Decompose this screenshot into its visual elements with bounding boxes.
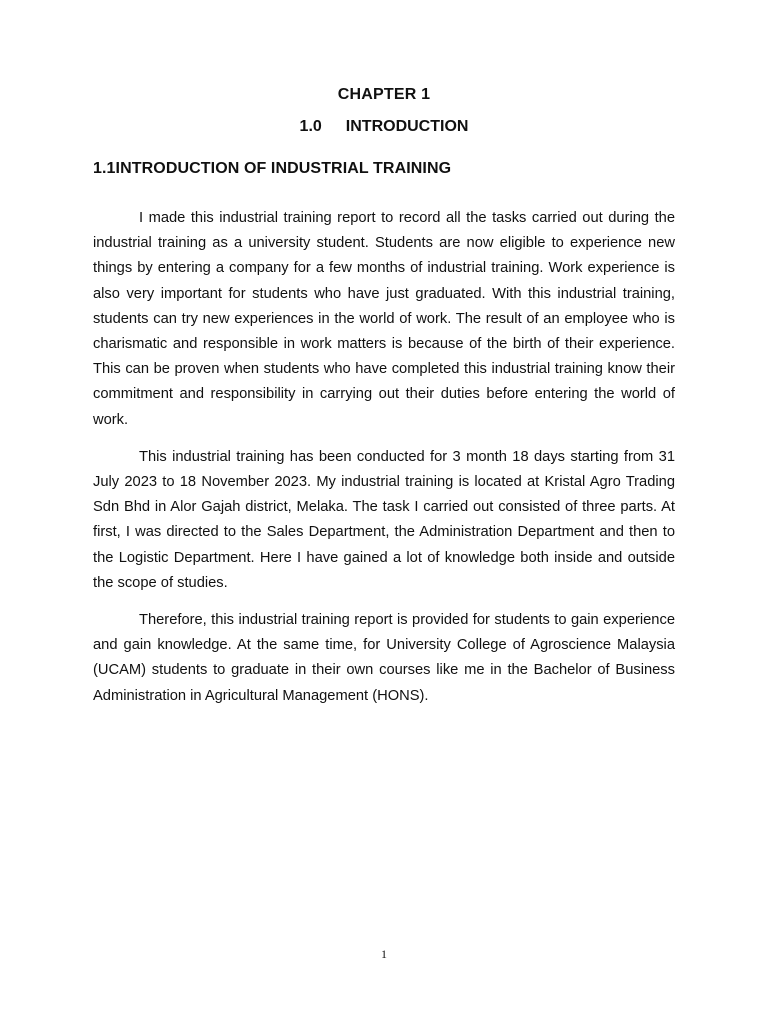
body-text	[93, 206, 675, 721]
section-heading: 1.1INTRODUCTION OF INDUSTRIAL TRAINING	[93, 160, 452, 177]
paragraph-3: Therefore, this industrial training report is provided for students to gain experience and gain knowledge. At the same time, for University College of Agroscience Malaysia (UCAM) students to graduate in their own courses like me in the Bachelor of Business Administration in Agricultural Management (HONS).	[93, 612, 675, 704]
chapter-number: 1.0	[299, 118, 322, 135]
chapter-title: CHAPTER 1	[337, 86, 431, 103]
chapter-subtitle	[0, 118, 768, 136]
page-number: 1	[381, 947, 387, 961]
chapter-name: INTRODUCTION	[345, 118, 469, 135]
paragraph-2: This industrial training has been conducted for 3 month 18 days starting from 31 July 2023 to 18 November 2023. My industrial training is located at Kristal Agro Trading Sdn Bhd in Alor Gajah district, Melaka. The task I carried out consisted of three parts. At first, I was directed to the Sales Department, the Administration Department and then to the Logistic Department. Here I have gained a lot of knowledge both inside and outside the scope of studies.	[93, 448, 675, 591]
paragraph-1: I made this industrial training report to record all the tasks carried out during the industrial training as a university student. Students are now eligible to experience new things by entering a company for a few months of industrial training. Work experience is also very important for students who have just graduated. With this industrial training, students can try new experiences in the world of work. The result of an employee who is charismatic and responsible in work matters is because of the birth of their experience. This can be proven when students who have completed this industrial training know their commitment and responsibility in carrying out their duties before entering the world of work.	[93, 210, 675, 428]
